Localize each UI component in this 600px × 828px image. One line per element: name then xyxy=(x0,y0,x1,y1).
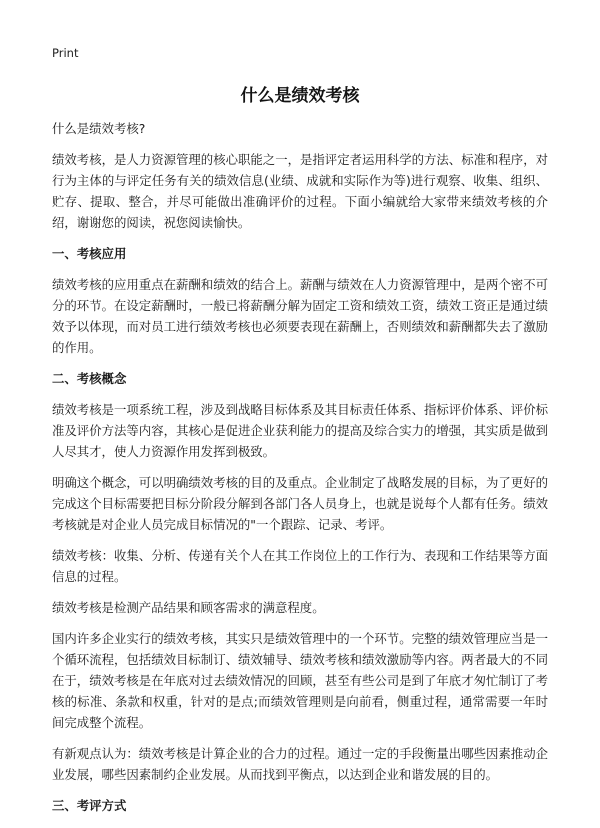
page-title: 什么是绩效考核 xyxy=(240,86,360,106)
article-body xyxy=(52,118,548,826)
paragraph: 绩效考核是检测产品结果和顾客需求的满意程度。 xyxy=(52,600,325,615)
section-heading-application: 一、考核应用 xyxy=(52,246,127,261)
paragraph: 国内许多企业实行的绩效考核，其实只是绩效管理中的一个环节。完整的绩效管理应当是一个循环流程，包括绩效目标制订、绩效辅导、绩效考核和绩效激励等内容。两者最大的不同在于，绩效考核是在年底对过去绩效情况的回顾，甚至有些公司是到了年底才匆忙制订了考核的标准、条款和权重，针对的是点;而绩效管理则是向前看，侧重过程，通常需要一年时间完成整个流程。 xyxy=(52,631,548,730)
print-link[interactable]: Print xyxy=(52,46,79,60)
section-heading-method: 三、考评方式 xyxy=(52,798,127,813)
paragraph: 绩效考核的应用重点在薪酬和绩效的结合上。薪酬与绩效在人力资源管理中，是两个密不可分的环节。在设定薪酬时，一般已将薪酬分解为固定工资和绩效工资，绩效工资正是通过绩效予以体现，而对员工进行绩效考核也必须要表现在薪酬上，否则绩效和薪酬都失去了激励的作用。 xyxy=(52,277,548,355)
paragraph: 明确这个概念，可以明确绩效考核的目的及重点。企业制定了战略发展的目标，为了更好的完成这个目标需要把目标分阶段分解到各部门各人员身上，也就是说每个人都有任务。绩效考核就是对企业人员完成目标情况的"一个跟踪、记录、考评。 xyxy=(52,475,548,532)
section-heading-concept: 二、考核概念 xyxy=(52,371,127,386)
paragraph: 绩效考核是一项系统工程，涉及到战略目标体系及其目标责任体系、指标评价体系、评价标准及评价方法等内容，其核心是促进企业获利能力的提高及综合实力的增强，其实质是做到人尽其才，使人力资源作用发挥到极致。 xyxy=(52,402,548,459)
paragraph: 有新观点认为：绩效考核是计算企业的合力的过程。通过一定的手段衡量出哪些因素推动企业发展，哪些因素制约企业发展。从而找到平衡点，以达到企业和谐发展的目的。 xyxy=(52,746,548,782)
intro-paragraph: 绩效考核，是人力资源管理的核心职能之一，是指评定者运用科学的方法、标准和程序，对行为主体的与评定任务有关的绩效信息(业绩、成就和实际作为等)进行观察、收集、组织、贮存、提取、整合，并尽可能做出准确评价的过程。下面小编就给大家带来绩效考核的介绍，谢谢您的阅读，祝您阅读愉快。 xyxy=(52,152,548,230)
paragraph: 绩效考核：收集、分析、传递有关个人在其工作岗位上的工作行为、表现和工作结果等方面信息的过程。 xyxy=(52,548,548,584)
question-line: 什么是绩效考核? xyxy=(52,121,146,136)
